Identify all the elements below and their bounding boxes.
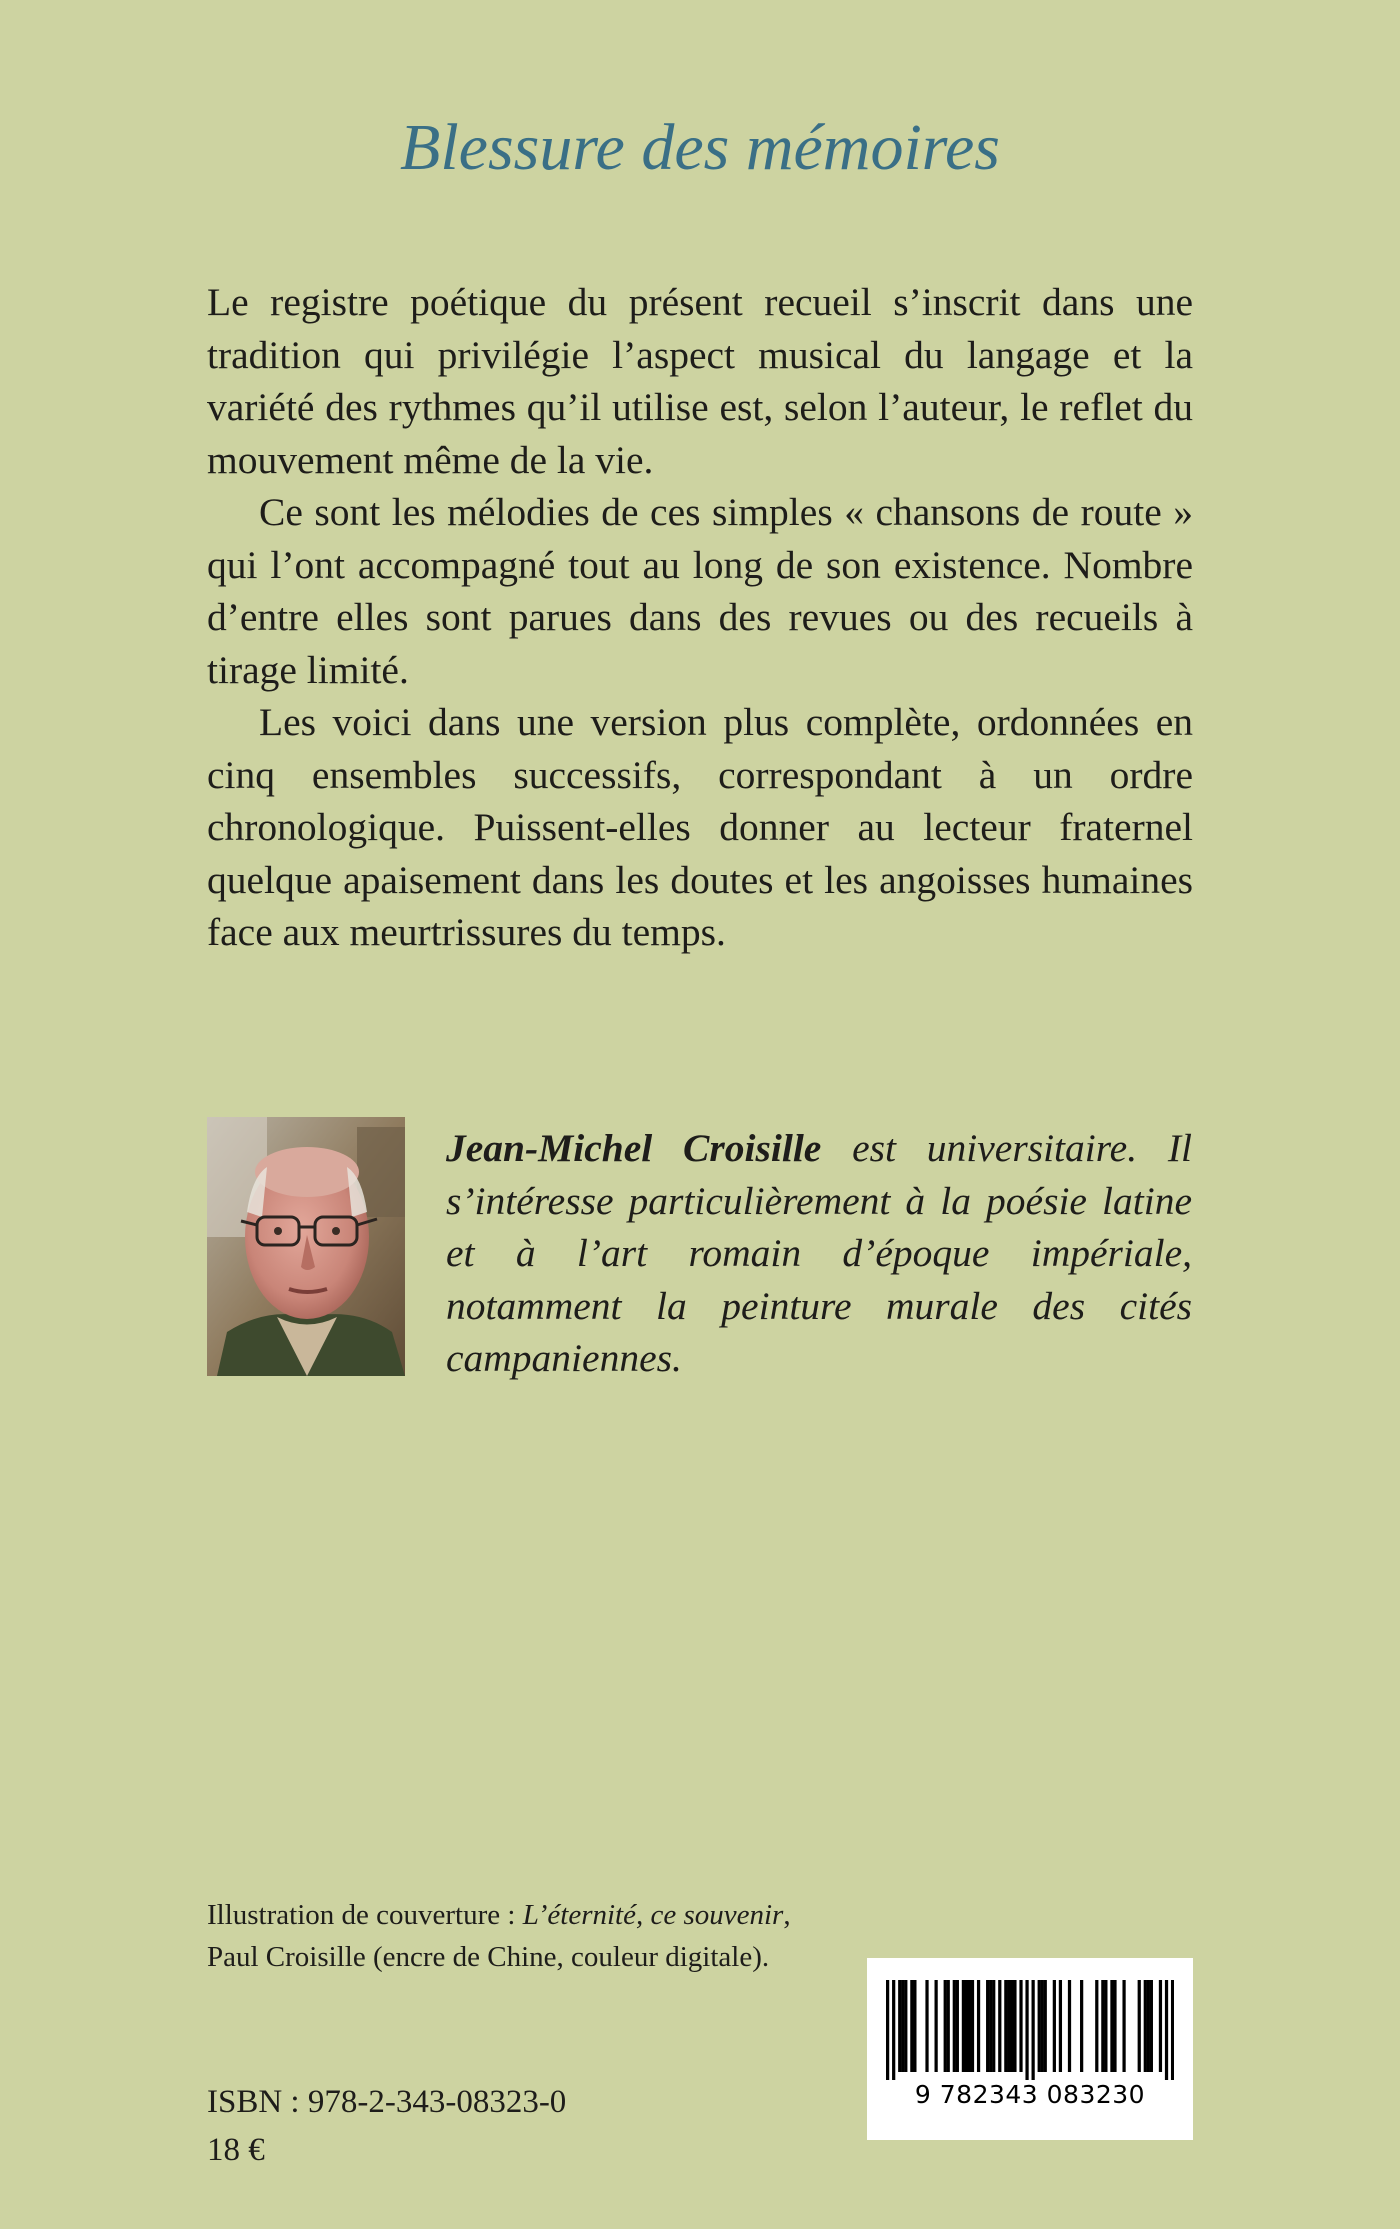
barcode-digits: 9 782343 083230 (914, 2080, 1146, 2109)
author-bio (446, 1122, 1192, 1385)
barcode-bar (1150, 1980, 1153, 2072)
barcode-bar (1095, 1980, 1098, 2072)
blurb-paragraph: Les voici dans une version plus complète, ordonnées en cinq ensembles successifs, correspondant à un ordre chronologique. Puissent-elles donner au lecteur fraternel quelque apaisement dans les doutes et les angoisses humaines face aux meurtrissures du temps. (207, 700, 1193, 954)
author-portrait-image (207, 1117, 405, 1376)
barcode-bar (968, 1980, 971, 2072)
isbn-barcode (867, 1958, 1193, 2140)
isbn-number: ISBN : 978-2-343-08323-0 (207, 2084, 567, 2120)
credit-line-1 (207, 1894, 1007, 1936)
barcode-bar (1059, 1980, 1062, 2072)
author-portrait (207, 1117, 405, 1376)
barcode-bar (1138, 1980, 1141, 2072)
barcode-bar (886, 1980, 889, 2080)
back-cover-blurb (207, 276, 1193, 959)
barcode-bar (1122, 1980, 1125, 2072)
barcode-bar (1025, 1980, 1028, 2080)
barcode-bar (1019, 1980, 1022, 2072)
barcode-bar (1171, 1980, 1174, 2080)
barcode-bar (901, 1980, 904, 2072)
barcode-bar (971, 1980, 974, 2072)
barcode-bar (898, 1980, 901, 2072)
barcode-bar (1113, 1980, 1116, 2072)
author-bio-text: est universitaire. Il s’intéresse particulièrement à la poésie latine et à l’art romain d’époque impériale, notamment la peinture murale des cités campaniennes. (446, 1126, 1192, 1380)
barcode-bar (962, 1980, 965, 2072)
barcode-bar (1068, 1980, 1071, 2072)
book-title: Blessure des mémoires (400, 111, 1000, 184)
barcode-bar (935, 1980, 938, 2072)
barcode-bar (910, 1980, 913, 2072)
barcode-bar (986, 1980, 989, 2072)
barcode-bars (886, 1980, 1174, 2080)
barcode-bar (913, 1980, 916, 2072)
barcode-bar (1159, 1980, 1162, 2072)
barcode-bar (1041, 1980, 1044, 2072)
barcode-bar (1032, 1980, 1035, 2080)
barcode-bar (1080, 1980, 1083, 2072)
barcode-bar (1004, 1980, 1007, 2072)
barcode-bar (992, 1980, 995, 2072)
barcode-bar (925, 1980, 928, 2072)
barcode-bar (953, 1980, 956, 2072)
author-name: Jean-Michel Croisille (446, 1126, 822, 1170)
barcode-bar (947, 1980, 950, 2072)
credit-line-2: Paul Croisille (encre de Chine, couleur digitale). (207, 1941, 770, 1973)
barcode-bar (956, 1980, 959, 2072)
blurb-paragraph: Le registre poétique du présent recueil s’inscrit dans une tradition qui privilégie l’aspect musical du langage et la variété des rythmes qu’il utilise est, selon l’auteur, le reflet du mouvement même de la vie. (207, 280, 1193, 482)
barcode-bar (904, 1980, 907, 2072)
barcode-bar (1010, 1980, 1013, 2072)
barcode-bar (1110, 1980, 1113, 2072)
barcode-bar (1044, 1980, 1047, 2072)
credit-work-title: L’éternité, ce souvenir (522, 1899, 784, 1931)
barcode-bar (1053, 1980, 1056, 2072)
barcode-bar (892, 1980, 895, 2080)
credit-prefix: Illustration de couverture : (207, 1899, 523, 1931)
barcode-bar (977, 1980, 980, 2072)
barcode-bar (998, 1980, 1001, 2072)
price: 18 € (207, 2132, 265, 2168)
barcode-bar (944, 1980, 947, 2072)
barcode-bar (1147, 1980, 1150, 2072)
barcode-bar (965, 1980, 968, 2072)
barcode-bar (1101, 1980, 1104, 2072)
blurb-paragraph: Ce sont les mélodies de ces simples « chansons de route » qui l’ont accompagné tout au long de son existence. Nombre d’entre elles sont parues dans des revues ou des recueils à tirage limité. (207, 490, 1193, 692)
credit-suffix: , (783, 1899, 791, 1931)
barcode-bar (1144, 1980, 1147, 2072)
barcode-bar (1013, 1980, 1016, 2072)
barcode-bar (1007, 1980, 1010, 2072)
barcode-bar (989, 1980, 992, 2072)
barcode-bar (1165, 1980, 1168, 2080)
barcode-bar (1038, 1980, 1041, 2072)
barcode-bar (1104, 1980, 1107, 2072)
